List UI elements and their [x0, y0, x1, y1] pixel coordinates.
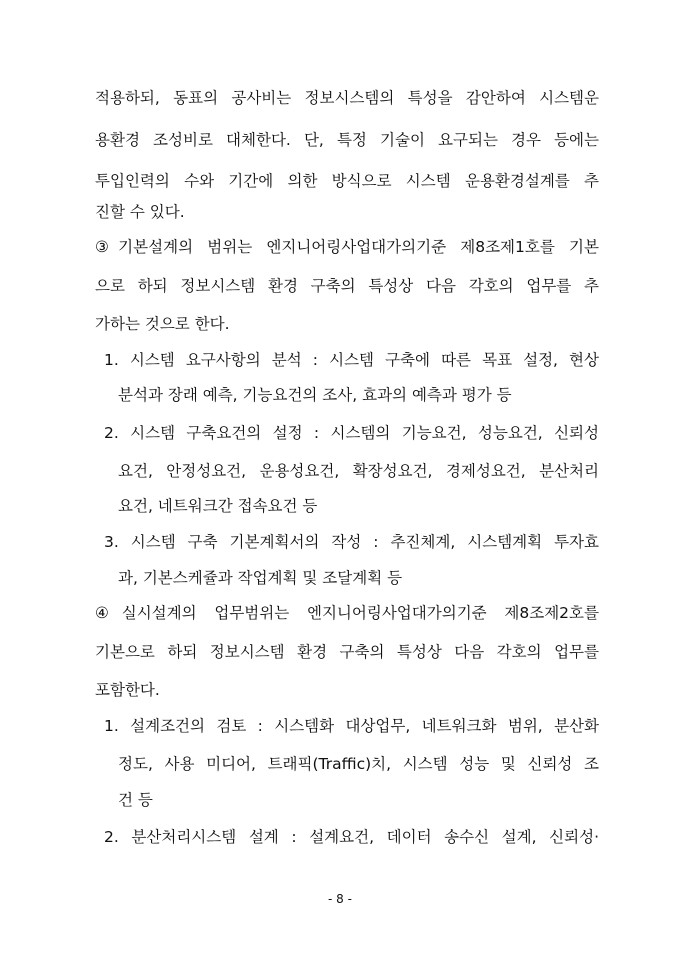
clause-3-line: 으로 하되 정보시스템 환경 구축의 특성상 다음 각호의 업무를 추	[95, 277, 599, 295]
list-item-3: 3. 시스템 구축 기본계획서의 작성 : 추진체계, 시스템계획 투자효	[104, 533, 599, 551]
list-item-2: 2. 분산처리시스템 설계 : 설계요건, 데이터 송수신 설계, 신뢰성·	[104, 828, 599, 846]
body-line: 진할 수 있다.	[95, 203, 185, 221]
list-item-1-cont: 분석과 장래 예측, 기능요건의 조사, 효과의 예측과 평가 등	[118, 386, 512, 404]
list-item-1: 1. 설계조건의 검토 : 시스템화 대상업무, 네트워크화 범위, 분산화	[104, 717, 599, 735]
list-item-1: 1. 시스템 요구사항의 분석 : 시스템 구축에 따른 목표 설정, 현상	[104, 351, 599, 369]
list-item-2-cont: 요건, 네트워크간 접속요건 등	[118, 497, 318, 515]
clause-4-line: ④실시설계의 업무범위는 엔지니어링사업대가의기준 제8조제2호를	[95, 604, 599, 622]
clause-3-line: 가하는 것으로 한다.	[95, 315, 230, 333]
list-item-1-cont: 정도, 사용 미디어, 트래픽(Traffic)치, 시스템 성능 및 신뢰성 조	[118, 755, 599, 773]
body-line: 투입인력의 수와 기간에 의한 방식으로 시스템 운용환경설계를 추	[95, 172, 599, 190]
list-item-2: 2. 시스템 구축요건의 설정 : 시스템의 기능요건, 성능요건, 신뢰성	[104, 424, 599, 442]
list-item-3-cont: 과, 기본스케쥴과 작업계획 및 조달계획 등	[118, 569, 403, 587]
list-item-2-cont: 요건, 안정성요건, 운용성요건, 확장성요건, 경제성요건, 분산처리	[118, 462, 599, 480]
body-line: 적용하되, 동표의 공사비는 정보시스템의 특성을 감안하여 시스템운	[95, 89, 599, 107]
clause-4-line: 포함한다.	[95, 681, 160, 699]
body-line: 용환경 조성비로 대체한다. 단, 특정 기술이 요구되는 경우 등에는	[95, 131, 599, 149]
clause-4-line: 기본으로 하되 정보시스템 환경 구축의 특성상 다음 각호의 업무를	[95, 643, 599, 661]
page-number: - 8 -	[328, 892, 352, 906]
clause-3-line: ③기본설계의 범위는 엔지니어링사업대가의기준 제8조제1호를 기본	[95, 238, 599, 256]
list-item-1-cont: 건 등	[118, 791, 153, 809]
